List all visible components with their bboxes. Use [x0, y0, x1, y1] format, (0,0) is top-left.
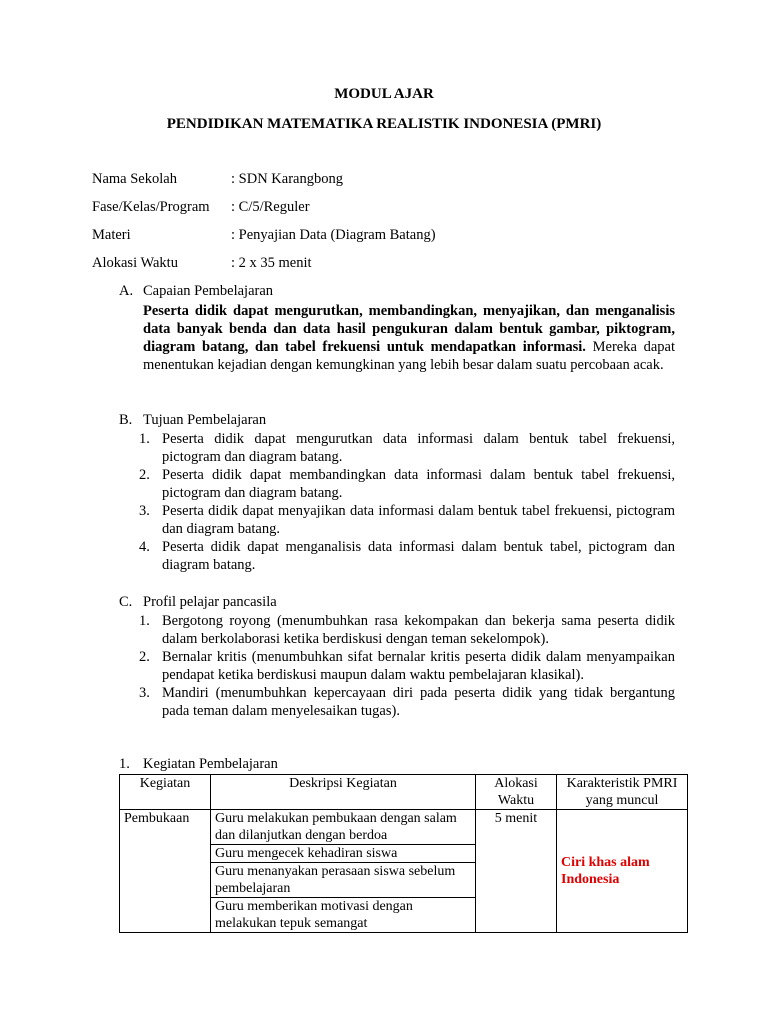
info-row-material — [92, 227, 692, 247]
pmri-cell — [557, 810, 688, 933]
section-title: Tujuan Pembelajaran — [143, 412, 267, 428]
document-title: MODUL AJAR — [334, 86, 434, 102]
info-value: : C/5/Reguler — [231, 199, 310, 215]
section-title: Capaian Pembelajaran — [143, 283, 274, 299]
list-text: Peserta didik dapat menganalisis data informasi dalam bentuk tabel, pictogram dan diagram batang. — [162, 539, 675, 573]
list-item — [119, 502, 675, 538]
list-number: 1. — [139, 431, 150, 447]
list-item — [119, 466, 675, 502]
description-cell: Guru mengecek kehadiran siswa — [211, 845, 476, 863]
info-label: Fase/Kelas/Program — [92, 199, 210, 215]
section-letter: B. — [119, 412, 133, 428]
section-title: Profil pelajar pancasila — [143, 594, 277, 610]
list-item — [119, 538, 675, 574]
description-cell: Guru memberikan motivasi dengan melakukan tepuk semangat — [211, 898, 476, 933]
list-text: Peserta didik dapat menyajikan data informasi dalam bentuk tabel frekuensi, pictogram dan diagram batang. — [162, 503, 675, 537]
info-value: : 2 x 35 menit — [231, 255, 312, 271]
list-item — [119, 612, 675, 648]
list-number: 1. — [139, 613, 150, 629]
table-header-row — [120, 775, 688, 810]
info-label: Alokasi Waktu — [92, 255, 178, 271]
column-header: Alokasi Waktu — [476, 775, 557, 810]
objectives-list — [119, 430, 675, 574]
pmri-characteristic: Ciri khas alam Indonesia — [561, 855, 650, 887]
activities-table — [119, 774, 688, 933]
description-cell: Guru melakukan pembukaan dengan salam dan dilanjutkan dengan berdoa — [211, 810, 476, 845]
column-header: Karakteristik PMRI yang muncul — [557, 775, 688, 810]
pancasila-profile-list — [119, 612, 675, 720]
list-text: Bergotong royong (menumbuhkan rasa kekompakan dan bekerja sama peserta didik dalam berkolaborasi ketika berdiskusi dengan teman sekelompok). — [162, 613, 675, 647]
section-letter: A. — [119, 283, 134, 299]
info-label: Nama Sekolah — [92, 171, 177, 187]
info-label: Materi — [92, 227, 131, 243]
list-number: 4. — [139, 539, 150, 555]
document-subtitle: PENDIDIKAN MATEMATIKA REALISTIK INDONESIA (PMRI) — [166, 116, 602, 132]
column-header: Deskripsi Kegiatan — [211, 775, 476, 810]
info-row-school — [92, 171, 692, 191]
section-letter: 1. — [119, 756, 130, 772]
info-value: : SDN Karangbong — [231, 171, 343, 187]
column-header: Kegiatan — [120, 775, 211, 810]
list-item — [119, 684, 675, 720]
list-text: Peserta didik dapat membandingkan data informasi dalam bentuk tabel frekuensi, pictogram dan diagram batang. — [162, 467, 675, 501]
section-letter: C. — [119, 594, 133, 610]
table-row — [120, 810, 688, 845]
info-row-phase — [92, 199, 692, 219]
section-title: Kegiatan Pembelajaran — [143, 756, 278, 772]
time-cell: 5 menit — [476, 810, 557, 933]
list-number: 2. — [139, 467, 150, 483]
list-text: Mandiri (menumbuhkan kepercayaan diri pada peserta didik yang tidak bergantung pada teman dalam menyelesaikan tugas). — [162, 685, 675, 719]
list-text: Bernalar kritis (menumbuhkan sifat bernalar kritis peserta didik dalam menyampaikan pendapat ketika berdiskusi maupun dalam waktu pembelajaran klasikal). — [162, 649, 675, 683]
info-row-time — [92, 255, 692, 275]
list-item — [119, 648, 675, 684]
list-text: Peserta didik dapat mengurutkan data informasi dalam bentuk tabel frekuensi, pictogram dan diagram batang. — [162, 431, 675, 465]
list-number: 3. — [139, 685, 150, 701]
phase-cell: Pembukaan — [120, 810, 211, 933]
description-cell: Guru menanyakan perasaan siswa sebelum pembelajaran — [211, 863, 476, 898]
list-number: 3. — [139, 503, 150, 519]
learning-outcome-bold: Peserta didik dapat mengurutkan, membandingkan, menyajikan, dan menganalisis data banyak benda dan data hasil pengukuran dalam bentuk gambar, piktogram, diagram batang, dan tabel frekuensi untuk mendapatkan informasi. — [143, 303, 675, 355]
section-a-paragraph — [143, 302, 675, 374]
learning-outcome-normal: Mereka dapat menentukan kejadian dengan kemungkinan yang lebih besar dalam suatu percobaan acak. — [143, 339, 675, 373]
list-item — [119, 430, 675, 466]
list-number: 2. — [139, 649, 150, 665]
info-value: : Penyajian Data (Diagram Batang) — [231, 227, 436, 243]
